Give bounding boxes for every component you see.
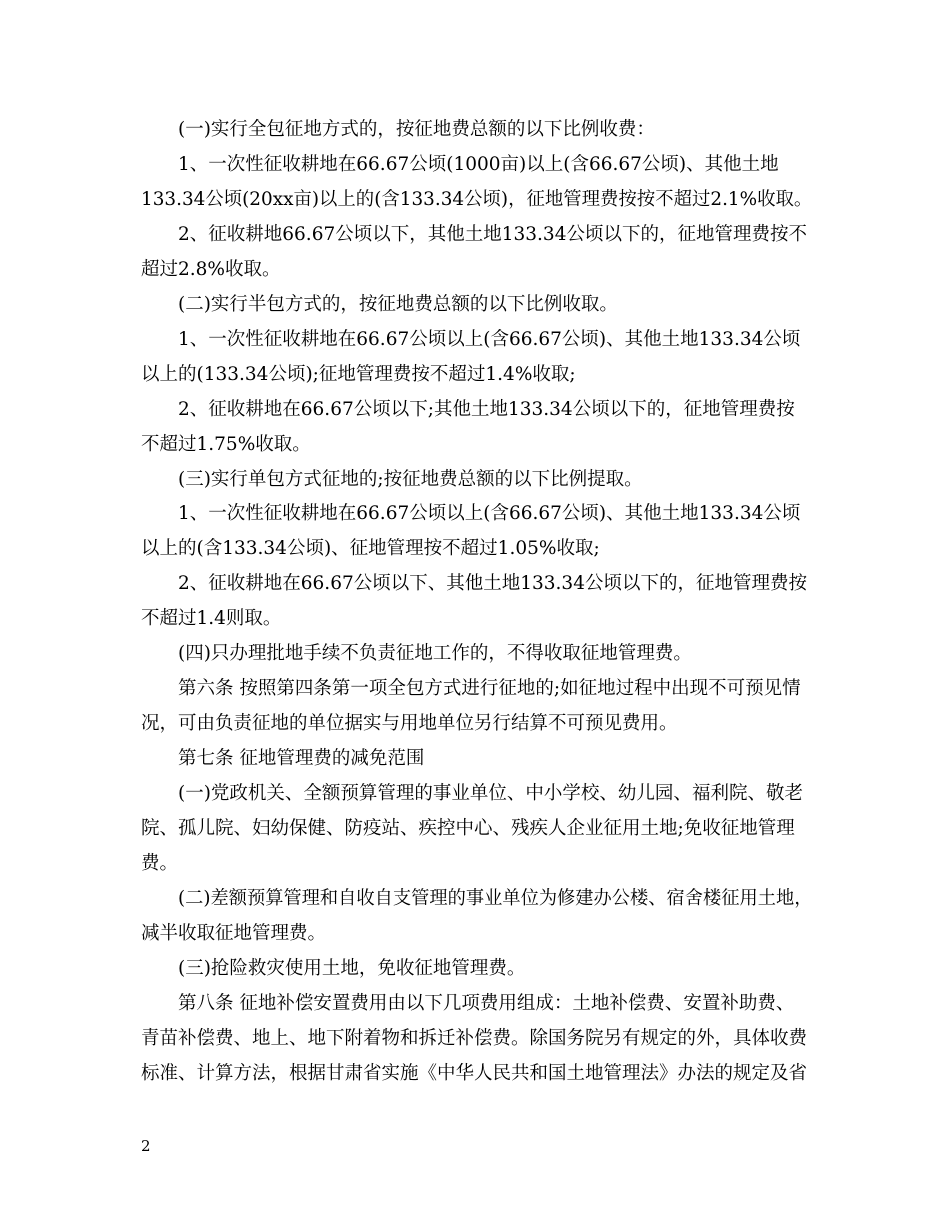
paragraph-line: 2、征收耕地在66.67公顷以下;其他土地133.34公顷以下的，征地管理费按 xyxy=(178,399,795,420)
paragraph-line: 第八条 征地补偿安置费用由以下几项费用组成：土地补偿费、安置补助费、 xyxy=(178,993,795,1014)
paragraph-line: 青苗补偿费、地上、地下附着物和拆迁补偿费。除国务院另有规定的外，具体收费 xyxy=(141,1028,808,1049)
paragraph-line: 1、一次性征收耕地在66.67公顷以上(含66.67公顷)、其他土地133.34公顷 xyxy=(178,329,801,350)
paragraph-line: 费。 xyxy=(141,853,179,874)
paragraph-line: 以上的(133.34公顷);征地管理费按不超过1.4%收取; xyxy=(141,364,576,385)
paragraph-line: 以上的(含133.34公顷)、征地管理按不超过1.05%收取; xyxy=(141,538,600,559)
paragraph-line: 133.34公顷(20xx亩)以上的(含133.34公顷)，征地管理费按按不超过2.1%收取。 xyxy=(141,189,813,210)
paragraph-line: 1、一次性征收耕地在66.67公顷以上(含66.67公顷)、其他土地133.34公顷 xyxy=(178,503,801,524)
paragraph-line: 不超过1.4则取。 xyxy=(141,608,282,629)
paragraph-line: 况，可由负责征地的单位据实与用地单位另行结算不可预见费用。 xyxy=(141,713,678,734)
paragraph-line: (一)实行全包征地方式的，按征地费总额的以下比例收费： xyxy=(178,119,655,140)
paragraph-line: 2、征收耕地在66.67公顷以下、其他土地133.34公顷以下的，征地管理费按 xyxy=(178,573,807,594)
paragraph-line: (二)差额预算管理和自收自支管理的事业单位为修建办公楼、宿舍楼征用土地， xyxy=(178,888,813,909)
paragraph-line: 2、征收耕地66.67公顷以下，其他土地133.34公顷以下的，征地管理费按不 xyxy=(178,224,807,245)
paragraph-line: (四)只办理批地手续不负责征地工作的，不得收取征地管理费。 xyxy=(178,643,692,664)
page-number: 2 xyxy=(141,1137,151,1155)
paragraph-line: (三)实行单包方式征地的;按征地费总额的以下比例提取。 xyxy=(178,469,643,490)
paragraph-line: 第七条 征地管理费的减免范围 xyxy=(178,748,425,769)
paragraph-line: 1、一次性征收耕地在66.67公顷(1000亩)以上(含66.67公顷)、其他土地 xyxy=(178,154,779,175)
paragraph-line: 标准、计算方法，根据甘肃省实施《中华人民共和国土地管理法》办法的规定及省 xyxy=(141,1063,808,1084)
paragraph-line: 院、孤儿院、妇幼保健、防疫站、疾控中心、残疾人企业征用土地;免收征地管理 xyxy=(141,818,795,839)
paragraph-line: (一)党政机关、全额预算管理的事业单位、中小学校、幼儿园、福利院、敬老 xyxy=(178,783,803,804)
paragraph-line: 第六条 按照第四条第一项全包方式进行征地的;如征地过程中出现不可预见情 xyxy=(178,678,801,699)
paragraph-line: (二)实行半包方式的，按征地费总额的以下比例收取。 xyxy=(178,294,618,315)
paragraph-line: 超过2.8%收取。 xyxy=(141,259,281,280)
paragraph-line: 减半收取征地管理费。 xyxy=(141,923,327,944)
paragraph-line: 不超过1.75%收取。 xyxy=(141,434,311,455)
paragraph-line: (三)抢险救灾使用土地，免收征地管理费。 xyxy=(178,958,526,979)
